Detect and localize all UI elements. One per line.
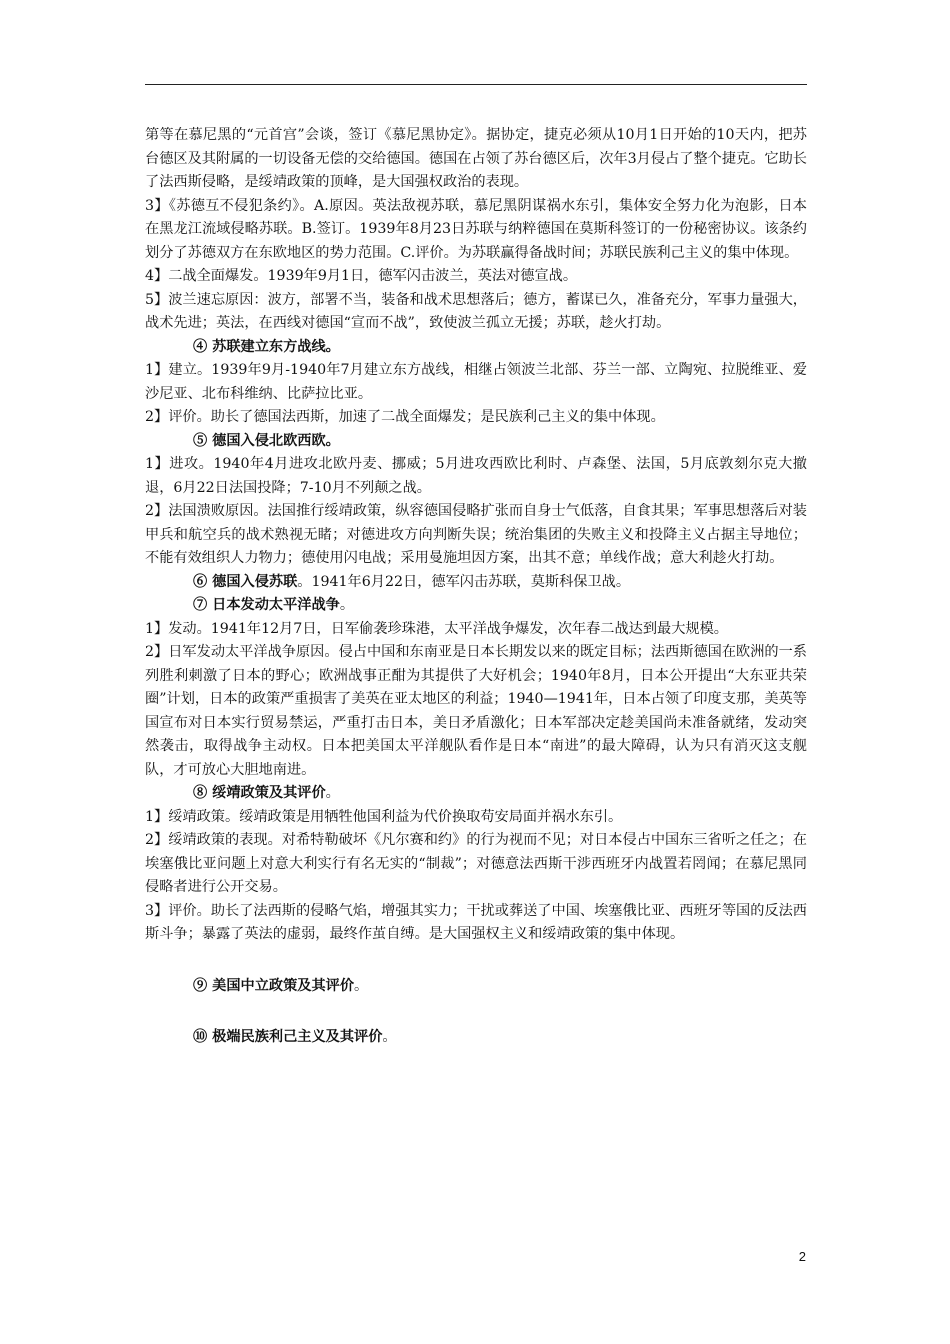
section-heading-title: ⑤ 德国入侵北欧西欧。 <box>193 432 340 449</box>
body-paragraph: 1】绥靖政策。绥靖政策是用牺牲他国利益为代价换取苟安局面并祸水东引。 <box>145 808 623 825</box>
body-paragraph: 第等在慕尼黑的“元首宫”会谈，签订《慕尼黑协定》。据协定，捷克必须从10月1日开始的10天内，把苏台德区及其附属的一切设备无偿的交给德国。德国在占领了苏台德区后，次年3月侵占了整个捷克。它助长了法西斯侵略，是绥靖政策的顶峰，是大国强权政治的表现。 <box>145 127 807 190</box>
body-paragraph: 2】绥靖政策的表现。对希特勒破坏《凡尔赛和约》的行为视而不见；对日本侵占中国东三省听之任之；在埃塞俄比亚问题上对意大利实行有名无实的“制裁”；对德意法西斯干涉西班牙内战置若罔闻；在慕尼黑同侵略者进行公开交易。 <box>145 832 807 895</box>
body-paragraph: 1】进攻。1940年4月进攻北欧丹麦、挪威；5月进攻西欧比利时、卢森堡、法国，5月底敦刻尔克大撤退，6月22日法国投降；7-10月不列颠之战。 <box>145 456 807 496</box>
section-heading-text: 。 <box>339 597 355 613</box>
section-heading-text: 。 <box>382 1029 397 1045</box>
section-heading-title: ⑦ 日本发动太平洋战争 <box>193 597 340 613</box>
body-paragraph: 4】二战全面爆发。1939年9月1日，德军闪击波兰，英法对德宣战。 <box>145 268 578 284</box>
section-heading-title: ⑩ 极端民族利己主义及其评价 <box>193 1029 383 1045</box>
body-paragraph: 2】法国溃败原因。法国推行绥靖政策，纵容德国侵略扩张而自身士气低落，自食其果；军事思想落后对装甲兵和航空兵的战术熟视无睹；对德进攻方向判断失误；统治集团的失败主义和投降主义占据主导地位；不能有效组织人力物力；德使用闪电战；采用曼施坦因方案，出其不意；单线作战；意大利趁火打劫。 <box>145 503 807 566</box>
section-heading <box>145 430 807 454</box>
body-paragraph: 1】发动。1941年12月7日，日军偷袭珍珠港，太平洋战争爆发，次年春二战达到最大规模。 <box>145 620 728 637</box>
section-heading-text: 。 <box>325 785 340 801</box>
section-heading <box>145 594 807 618</box>
section-heading-title: ⑧ 绥靖政策及其评价 <box>193 785 326 801</box>
section-heading-text: 。 <box>354 977 369 994</box>
body-paragraph: 3】《苏德互不侵犯条约》。A.原因。英法敌视苏联，慕尼黑阴谋祸水东引，集体安全努力化为泡影，日本在黑龙江流域侵略苏联。B.签订。1939年8月23日苏联与纳粹德国在莫斯科签订的一份秘密协议。该条约划分了苏德双方在东欧地区的势力范围。C.评价。为苏联赢得备战时间；苏联民族利己主义的集中体现。 <box>145 197 807 261</box>
section-heading-text: 。1941年6月22日，德军闪击苏联，莫斯科保卫战。 <box>297 573 631 590</box>
section-heading <box>145 782 807 806</box>
body-paragraph: 5】波兰速忘原因：波方，部署不当，装备和战术思想落后；德方，蓄谋已久，准备充分，军事力量强大，战术先进；英法，在西线对德国“宣而不战”，致使波兰孤立无援；苏联，趁火打劫。 <box>145 291 807 331</box>
body-paragraph: 1】建立。1939年9月-1940年7月建立东方战线，相继占领波兰北部、芬兰一部、立陶宛、拉脱维亚、爱沙尼亚、北布科维纳、比萨拉比亚。 <box>145 362 807 402</box>
section-heading-title: ⑥ 德国入侵苏联 <box>193 573 298 590</box>
header-rule <box>145 84 807 85</box>
document-body <box>145 124 807 1050</box>
section-heading <box>145 571 807 595</box>
section-heading <box>145 336 807 360</box>
paragraph-spacer <box>145 947 807 975</box>
section-heading <box>145 1026 807 1050</box>
section-heading-title: ⑨ 美国中立政策及其评价 <box>193 977 355 994</box>
paragraph-spacer <box>145 998 807 1026</box>
page-number: 2 <box>798 1249 806 1264</box>
body-paragraph: 3】评价。助长了法西斯的侵略气焰，增强其实力；干扰或葬送了中国、埃塞俄比亚、西班牙等国的反法西斯斗争；暴露了英法的虚弱，最终作茧自缚。是大国强权主义和绥靖政策的集中体现。 <box>145 902 807 942</box>
section-heading <box>145 975 807 999</box>
section-heading-title: ④ 苏联建立东方战线。 <box>193 338 340 355</box>
body-paragraph: 2】日军发动太平洋战争原因。侵占中国和东南亚是日本长期发以来的既定目标；法西斯德国在欧洲的一系列胜利刺激了日本的野心；欧洲战事正酣为其提供了大好机会；1940年8月，日本公开提出“大东亚共荣圈”计划，日本的政策严重损害了美英在亚太地区的利益；1940—1941年，日本占领了印度支那，美英等国宣布对日本实行贸易禁运，严重打击日本，美日矛盾激化；日本军部决定趁美国尚未准备就绪，发动突然袭击，取得战争主动权。日本把美国太平洋舰队看作是日本“南进”的最大障碍，认为只有消灭这支舰队，才可放心大胆地南进。 <box>145 644 807 778</box>
body-paragraph: 2】评价。助长了德国法西斯，加速了二战全面爆发；是民族利己主义的集中体现。 <box>145 409 665 425</box>
